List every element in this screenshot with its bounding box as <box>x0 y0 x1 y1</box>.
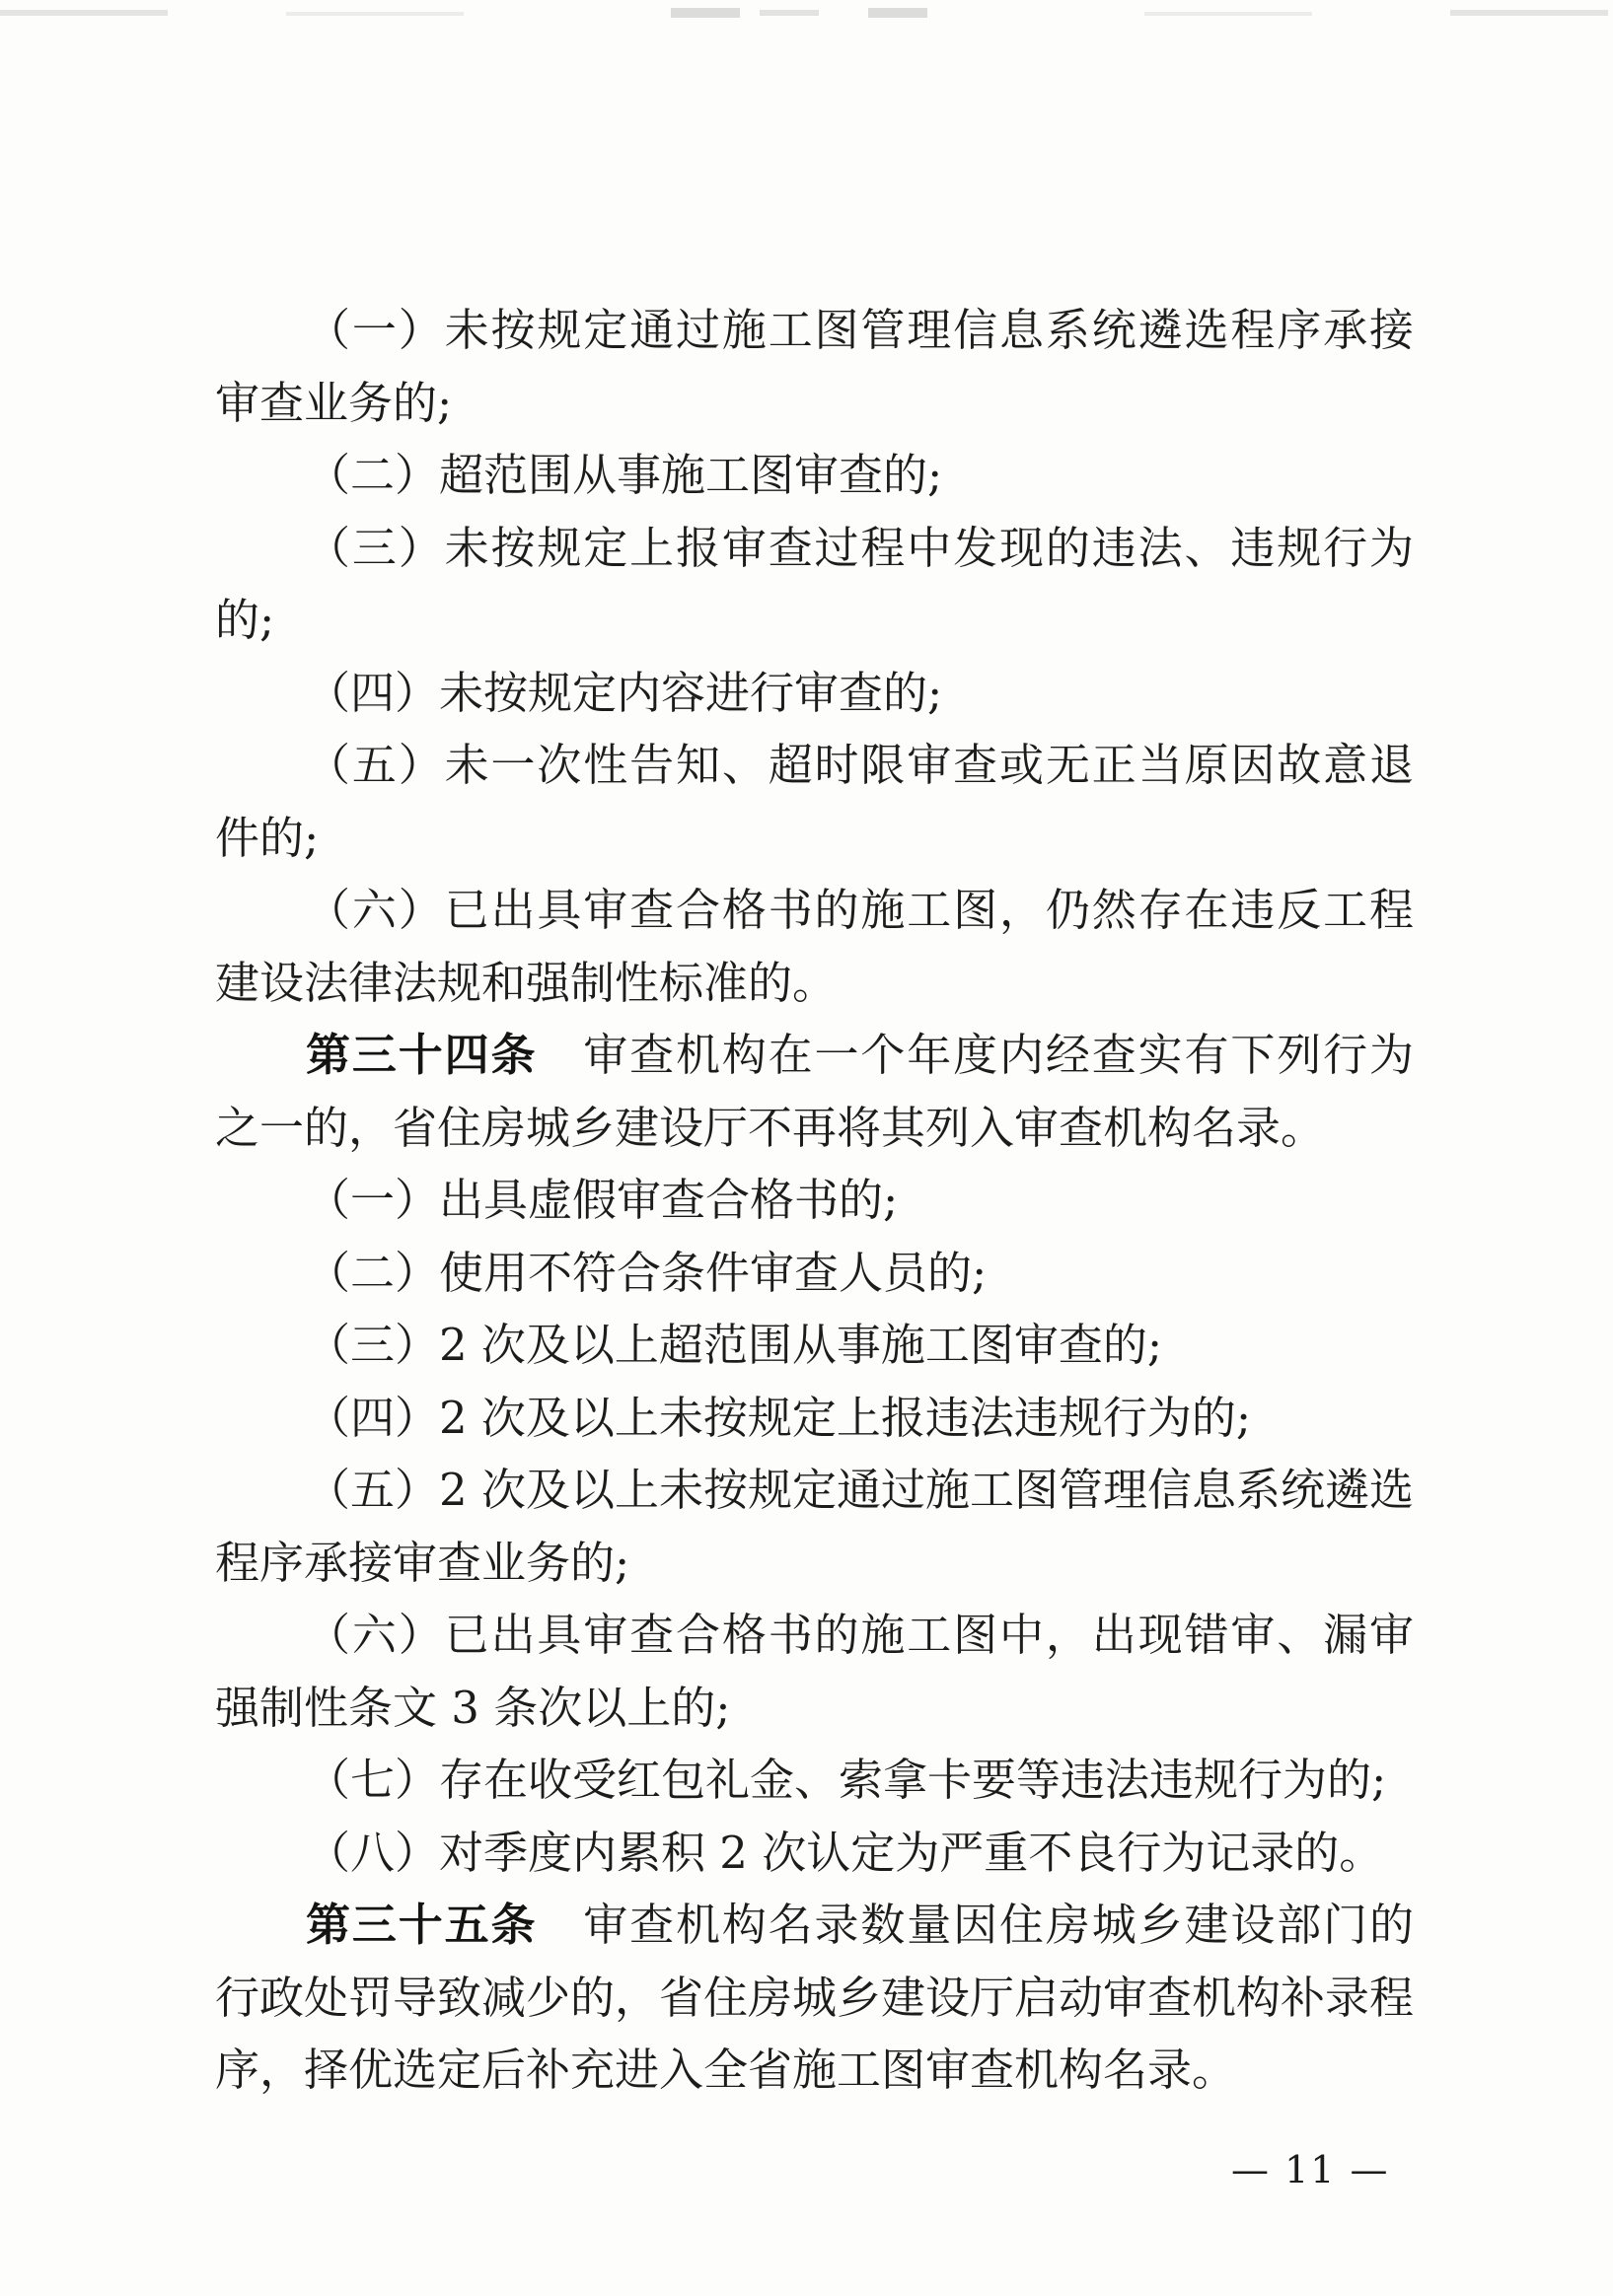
paragraph-text: （一）未按规定通过施工图管理信息系统遴选程序承接审查业务的; <box>215 304 1414 429</box>
page-number: — 11 — <box>1231 2148 1390 2191</box>
paragraph-text: 审查机构名录数量因住房城乡建设部门的行政处罚导致减少的，省住房城乡建设厅启动审查机构补录程序，择优选定后补充进入全省施工图审查机构名录。 <box>215 1899 1415 2096</box>
paragraph-text: （四）2 次及以上未按规定上报违法违规行为的; <box>306 1391 1252 1444</box>
list-item <box>215 1382 1414 1455</box>
article-paragraph <box>215 1889 1414 2107</box>
paragraph-text: （一）出具虚假审查合格书的; <box>306 1174 899 1226</box>
list-item <box>215 294 1414 439</box>
list-item <box>215 439 1414 512</box>
list-item <box>215 1599 1414 1744</box>
paragraph-text: （三）2 次及以上超范围从事施工图审查的; <box>306 1319 1163 1371</box>
paragraph-text: （五）2 次及以上未按规定通过施工图管理信息系统遴选程序承接审查业务的; <box>215 1464 1414 1589</box>
paragraph-text: （四）未按规定内容进行审查的; <box>306 666 943 719</box>
list-item <box>215 1237 1414 1310</box>
list-item <box>215 1309 1414 1382</box>
article-label: 第三十四条 <box>306 1029 538 1081</box>
document-body <box>215 294 1414 2107</box>
list-item <box>215 512 1414 657</box>
paragraph-text: 审查机构在一个年度内经查实有下列行为之一的，省住房城乡建设厅不再将其列入审查机构名录。 <box>215 1029 1414 1154</box>
list-item <box>215 1744 1414 1817</box>
scan-artifact-marks <box>0 0 1613 39</box>
paragraph-text: （五）未一次性告知、超时限审查或无正当原因故意退件的; <box>215 739 1414 864</box>
paragraph-text: （二）使用不符合条件审查人员的; <box>306 1246 988 1299</box>
article-label: 第三十五条 <box>306 1899 538 1951</box>
list-item <box>215 1817 1414 1890</box>
paragraph-text: （八）对季度内累积 2 次认定为严重不良行为记录的。 <box>306 1826 1384 1879</box>
article-paragraph <box>215 1019 1414 1164</box>
paragraph-text: （三）未按规定上报审查过程中发现的违法、违规行为的; <box>215 521 1414 646</box>
list-item <box>215 729 1414 874</box>
paragraph-text: （六）已出具审查合格书的施工图，仍然存在违反工程建设法律法规和强制性标准的。 <box>215 884 1414 1009</box>
paragraph-text: （七）存在收受红包礼金、索拿卡要等违法违规行为的; <box>306 1754 1387 1806</box>
list-item <box>215 657 1414 730</box>
list-item <box>215 874 1414 1019</box>
paragraph-text: （二）超范围从事施工图审查的; <box>306 449 943 501</box>
list-item <box>215 1454 1414 1599</box>
paragraph-text: （六）已出具审查合格书的施工图中，出现错审、漏审强制性条文 3 条次以上的; <box>215 1609 1414 1734</box>
list-item <box>215 1164 1414 1237</box>
